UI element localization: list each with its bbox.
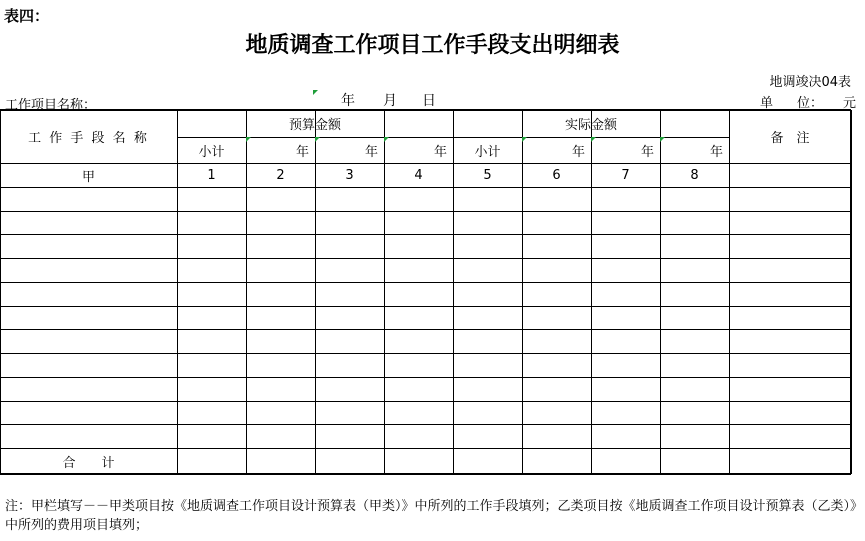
column-group-actual: 实际金额 bbox=[564, 117, 617, 133]
column-number: 3 bbox=[345, 167, 354, 183]
column-number: 6 bbox=[552, 167, 561, 183]
unit-label: 单 bbox=[760, 96, 774, 111]
subheader-actual-year-1: 年 bbox=[571, 144, 585, 160]
comment-marker-icon bbox=[315, 137, 320, 142]
column-number: 5 bbox=[483, 167, 492, 183]
unit-label-2: 位： bbox=[797, 96, 824, 111]
date-day: 日 bbox=[422, 93, 436, 109]
subheader-budget-year-2: 年 bbox=[364, 144, 378, 160]
comment-marker-icon bbox=[246, 137, 251, 142]
subheader-actual-year-2: 年 bbox=[640, 144, 654, 160]
column-number: 7 bbox=[621, 167, 630, 183]
subheader-budget-year-3: 年 bbox=[433, 144, 447, 160]
row-a-label: 甲 bbox=[81, 169, 95, 185]
column-number: 2 bbox=[276, 167, 285, 183]
comment-marker-icon bbox=[313, 90, 318, 95]
column-header-remark: 备 注 bbox=[770, 130, 810, 146]
comment-marker-icon bbox=[591, 137, 596, 142]
subheader-budget-year-1: 年 bbox=[295, 144, 309, 160]
comment-marker-icon bbox=[522, 137, 527, 142]
column-header-work-method: 工 作 手 段 名 称 bbox=[28, 130, 149, 146]
table-number: 表四： bbox=[4, 7, 50, 25]
date-month: 月 bbox=[383, 93, 397, 109]
subheader-actual-subtotal: 小计 bbox=[474, 144, 501, 160]
column-number: 4 bbox=[414, 167, 423, 183]
subheader-actual-year-3: 年 bbox=[709, 144, 723, 160]
report-date bbox=[341, 90, 436, 110]
unit-value: 元 bbox=[843, 96, 857, 111]
date-year: 年 bbox=[341, 93, 355, 109]
page-title: 地质调查工作项目工作手段支出明细表 bbox=[245, 32, 620, 58]
form-number: 地调竣决04表 bbox=[769, 75, 851, 90]
column-number: 8 bbox=[690, 167, 699, 183]
column-number: 1 bbox=[207, 167, 216, 183]
column-group-budget: 预算金额 bbox=[288, 117, 341, 133]
comment-marker-icon bbox=[660, 137, 665, 142]
footnote: 注：甲栏填写－－甲类项目按《地质调查工作项目设计预算表（甲类）》中所列的工作手段填列；乙类项目按《地质调查工作项目设计预算表（乙类）》中所列的费用项目填列； bbox=[5, 499, 857, 533]
project-name-label: 工作项目名称： bbox=[5, 98, 97, 113]
total-row-label: 合 计 bbox=[62, 455, 115, 471]
comment-marker-icon bbox=[384, 137, 389, 142]
subheader-budget-subtotal: 小计 bbox=[198, 144, 225, 160]
